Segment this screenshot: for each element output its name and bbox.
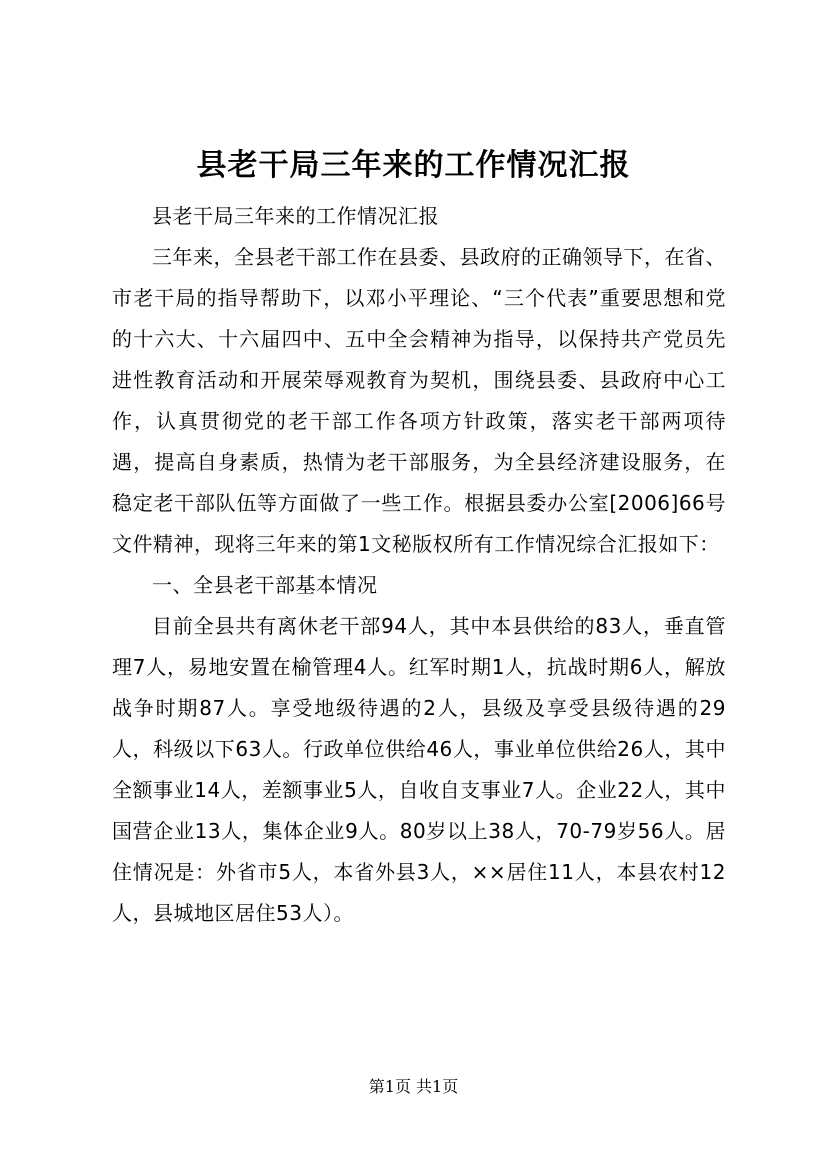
intro-paragraph: 三年来，全县老干部工作在县委、县政府的正确领导下，在省、市老干局的指导帮助下，以邓小平理论、“三个代表”重要思想和党的十六大、十六届四中、五中全会精神为指导，以保持共产党员先进性教育活动和开展荣辱观教育为契机，围绕县委、县政府中心工作，认真贯彻党的老干部工作各项方针政策，落实老干部两项待遇，提高自身素质，热情为老干部服务，为全县经济建设服务，在稳定老干部队伍等方面做了一些工作。根据县委办公室[2006]66号文件精神，现将三年来的第1文秘版权所有工作情况综合汇报如下： xyxy=(112,245,726,556)
statistics-paragraph: 目前全县共有离休老干部94人，其中本县供给的83人，垂直管理7人，易地安置在榆管理4人。红军时期1人，抗战时期6人，解放战争时期87人。享受地级待遇的2人，县级及享受县级待遇的29人，科级以下63人。行政单位供给46人，事业单位供给26人，其中全额事业14人，差额事业5人，自收自支事业7人。企业22人，其中国营企业13人，集体企业9人。80岁以上38人，70-79岁56人。居住情况是：外省市5人，本省外县3人，××居住11人，本县农村12人，县城地区居住53人）。 xyxy=(112,614,726,925)
document-body xyxy=(112,196,726,934)
page-footer: 第1页 共1页 xyxy=(368,1077,459,1096)
section-heading: 一、全县老干部基本情况 xyxy=(152,573,378,597)
document-title: 县老干局三年来的工作情况汇报 xyxy=(196,148,631,183)
subtitle-paragraph: 县老干局三年来的工作情况汇报 xyxy=(152,204,439,228)
